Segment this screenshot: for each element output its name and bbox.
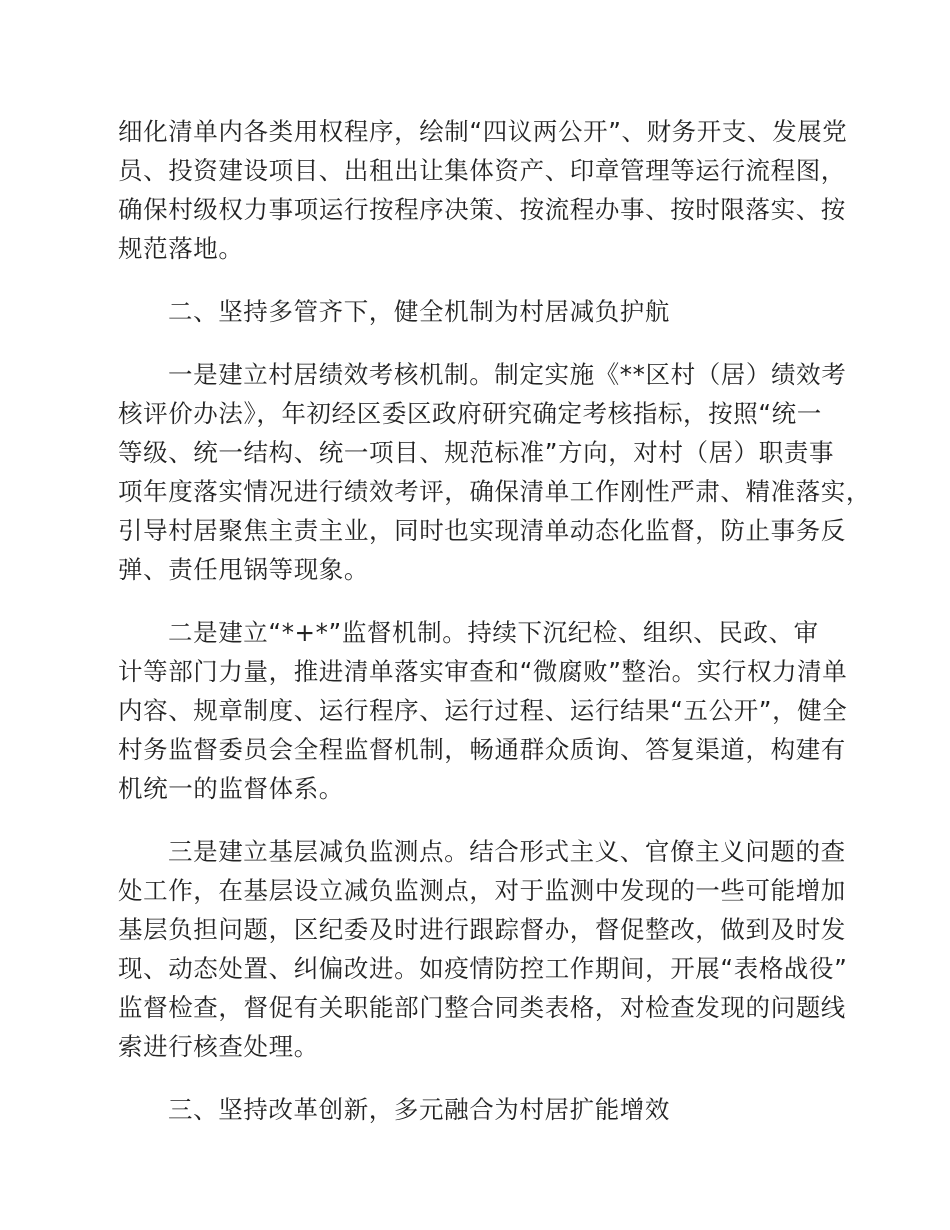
text-line: 机统一的监督体系。 — [118, 774, 344, 803]
text-line: 索进行核查处理。 — [118, 1032, 319, 1061]
text-line: 处工作，在基层设立减负监测点，对于监测中发现的一些可能增加 — [118, 876, 846, 905]
heading-line: 二、坚持多管齐下，健全机制为村居减负护航 — [168, 297, 670, 326]
text-line: 二是建立“*+*”监督机制。持续下沉纪检、组织、民政、审 — [168, 618, 819, 647]
paragraph-process-flow — [118, 112, 863, 268]
text-line: 监督检查，督促有关职能部门整合同类表格，对检查发现的问题线 — [118, 993, 846, 1022]
text-line: 村务监督委员会全程监督机制，畅通群众质询、答复渠道，构建有 — [118, 735, 846, 764]
document-page — [118, 112, 871, 1129]
text-line: 基层负担问题，区纪委及时进行跟踪督办，督促整改，做到及时发 — [118, 915, 846, 944]
text-line: 项年度落实情况进行绩效考评，确保清单工作刚性严肃、精准落实， — [118, 477, 871, 506]
text-line: 引导村居聚焦主责主业，同时也实现清单动态化监督，防止事务反 — [118, 516, 846, 545]
text-line: 核评价办法》，年初经区委区政府研究确定考核指标，按照“统一 — [118, 399, 822, 428]
text-line: 现、动态处置、纠偏改进。如疫情防控工作期间，开展“表格战役” — [118, 954, 848, 983]
text-line: 弹、责任甩锅等现象。 — [118, 555, 369, 584]
text-line: 三是建立基层减负监测点。结合形式主义、官僚主义问题的查 — [168, 837, 846, 866]
text-line: 细化清单内各类用权程序，绘制“四议两公开”、财务开支、发展党 — [118, 117, 848, 146]
text-line: 等级、统一结构、统一项目、规范标准”方向，对村（居）职责事 — [118, 438, 835, 467]
paragraph-supervision-mechanism — [118, 613, 863, 808]
section-heading-three — [118, 1090, 863, 1129]
text-line: 计等部门力量，推进清单落实审查和“微腐败”整治。实行权力清单 — [118, 657, 848, 686]
text-line: 确保村级权力事项运行按程序决策、按流程办事、按时限落实、按 — [118, 195, 846, 224]
text-line: 规范落地。 — [118, 234, 244, 263]
paragraph-monitoring-points — [118, 832, 863, 1066]
paragraph-performance-assessment — [118, 355, 871, 589]
heading-line: 三、坚持改革创新，多元融合为村居扩能增效 — [168, 1095, 670, 1124]
text-line: 一是建立村居绩效考核机制。制定实施《**区村（居）绩效考 — [168, 360, 847, 389]
text-line: 员、投资建设项目、出租出让集体资产、印章管理等运行流程图， — [118, 156, 846, 185]
text-line: 内容、规章制度、运行程序、运行过程、运行结果“五公开”，健全 — [118, 696, 848, 725]
section-heading-two — [118, 292, 863, 331]
